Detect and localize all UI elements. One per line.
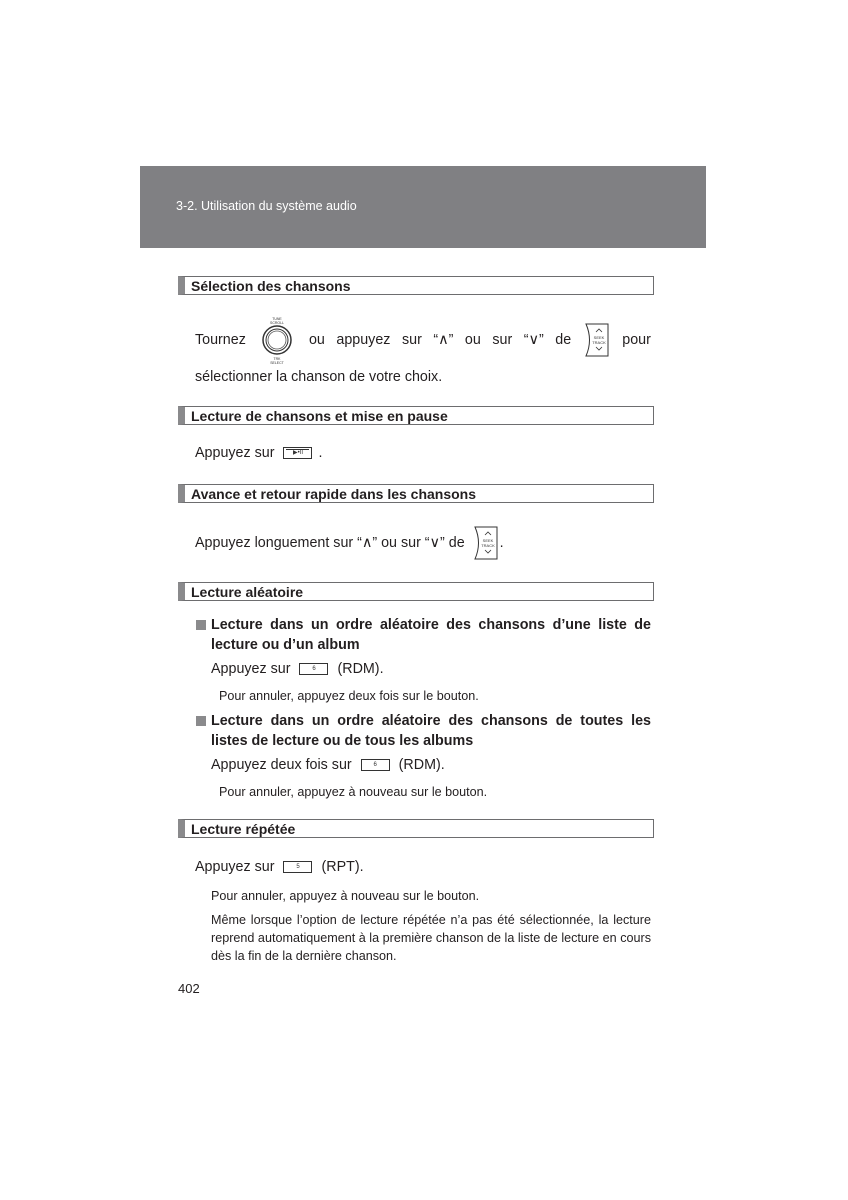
section-heading-random-playback [178, 582, 654, 601]
repeat-instruction [195, 857, 364, 877]
section-title: Lecture de chansons et mise en pause [191, 408, 448, 424]
word: pour [622, 332, 651, 348]
random-all-instruction [211, 755, 445, 775]
svg-text:TUNE: TUNE [272, 317, 283, 321]
button-glyph: 6 [312, 666, 316, 672]
word: appuyez [336, 332, 391, 348]
svg-text:SEEK: SEEK [593, 335, 605, 340]
random-all-cancel-note: Pour annuler, appuyez à nouveau sur le bouton. [219, 785, 488, 799]
random-all-heading: Lecture dans un ordre aléatoire des chansons de toutes les listes de lecture ou de tous les albums [211, 713, 651, 749]
svg-text:SCROLL: SCROLL [270, 321, 285, 325]
random-album-heading: Lecture dans un ordre aléatoire des chansons d’une liste de lecture ou d’un album [211, 617, 651, 653]
section-heading-fast-forward-rewind [178, 484, 654, 503]
svg-text:TRACK: TRACK [591, 340, 606, 345]
preset-6-button-icon [299, 663, 328, 675]
play-pause-instruction [195, 443, 322, 463]
svg-text:TRK: TRK [273, 357, 281, 361]
repeat-cancel-note: Pour annuler, appuyez à nouveau sur le bouton. [211, 889, 480, 903]
word: Tournez [195, 332, 246, 348]
instruction-text: Appuyez sur [195, 445, 275, 461]
preset-5-button-icon [283, 861, 312, 873]
section-title: Lecture répétée [191, 821, 296, 837]
button-glyph: ▶•II [292, 450, 304, 456]
svg-text:TRACK: TRACK [480, 543, 495, 548]
instruction-text: Appuyez longuement sur “∧” ou sur “∨” de [195, 535, 465, 551]
tune-scroll-knob-icon [257, 315, 297, 365]
button-glyph: 6 [373, 762, 377, 768]
word: sur [492, 332, 513, 348]
svg-text:SEEK: SEEK [482, 538, 494, 543]
selection-instruction-line1 [195, 317, 651, 365]
seek-track-button-icon [472, 525, 500, 561]
bullet-square-icon [196, 716, 206, 726]
random-album-cancel-note: Pour annuler, appuyez deux fois sur le bouton. [219, 689, 479, 703]
fast-forward-instruction [195, 524, 504, 562]
selection-instruction-line2: sélectionner la chanson de votre choix. [195, 369, 443, 385]
word: de [555, 332, 572, 348]
word: sur [401, 332, 422, 348]
instruction-text: . [499, 535, 504, 551]
page-number: 402 [178, 981, 200, 996]
svg-text:SELECT: SELECT [270, 361, 285, 365]
chapter-title: 3-2. Utilisation du système audio [176, 199, 357, 213]
section-heading-selection [178, 276, 654, 295]
word: “∧” [433, 332, 454, 348]
section-title: Lecture aléatoire [191, 584, 304, 600]
repeat-explanation-paragraph: Même lorsque l’option de lecture répétée n’a pas été sélectionnée, la lecture reprend automatiquement à la première chanson de la liste de lecture en cours dès la fin de la dernière chanson. [211, 913, 651, 963]
word: ou [308, 332, 325, 348]
section-title: Sélection des chansons [191, 278, 351, 294]
bullet-square-icon [196, 620, 206, 630]
word: “∨” [523, 332, 544, 348]
instruction-text: (RDM). [337, 661, 384, 677]
button-glyph: 5 [296, 864, 300, 870]
random-album-instruction [211, 659, 384, 679]
play-pause-button-icon [283, 447, 312, 459]
instruction-text: Appuyez deux fois sur [211, 757, 352, 773]
instruction-text: (RDM). [398, 757, 445, 773]
instruction-text: . [318, 445, 323, 461]
section-heading-repeat-playback [178, 819, 654, 838]
preset-6-button-icon [361, 759, 390, 771]
section-heading-play-pause [178, 406, 654, 425]
instruction-text: Appuyez sur [195, 859, 275, 875]
seek-track-button-icon [583, 322, 611, 358]
word: ou [464, 332, 481, 348]
instruction-text: Appuyez sur [211, 661, 291, 677]
section-title: Avance et retour rapide dans les chansons [191, 486, 477, 502]
chapter-header-band [140, 166, 706, 248]
instruction-text: (RPT). [321, 859, 364, 875]
